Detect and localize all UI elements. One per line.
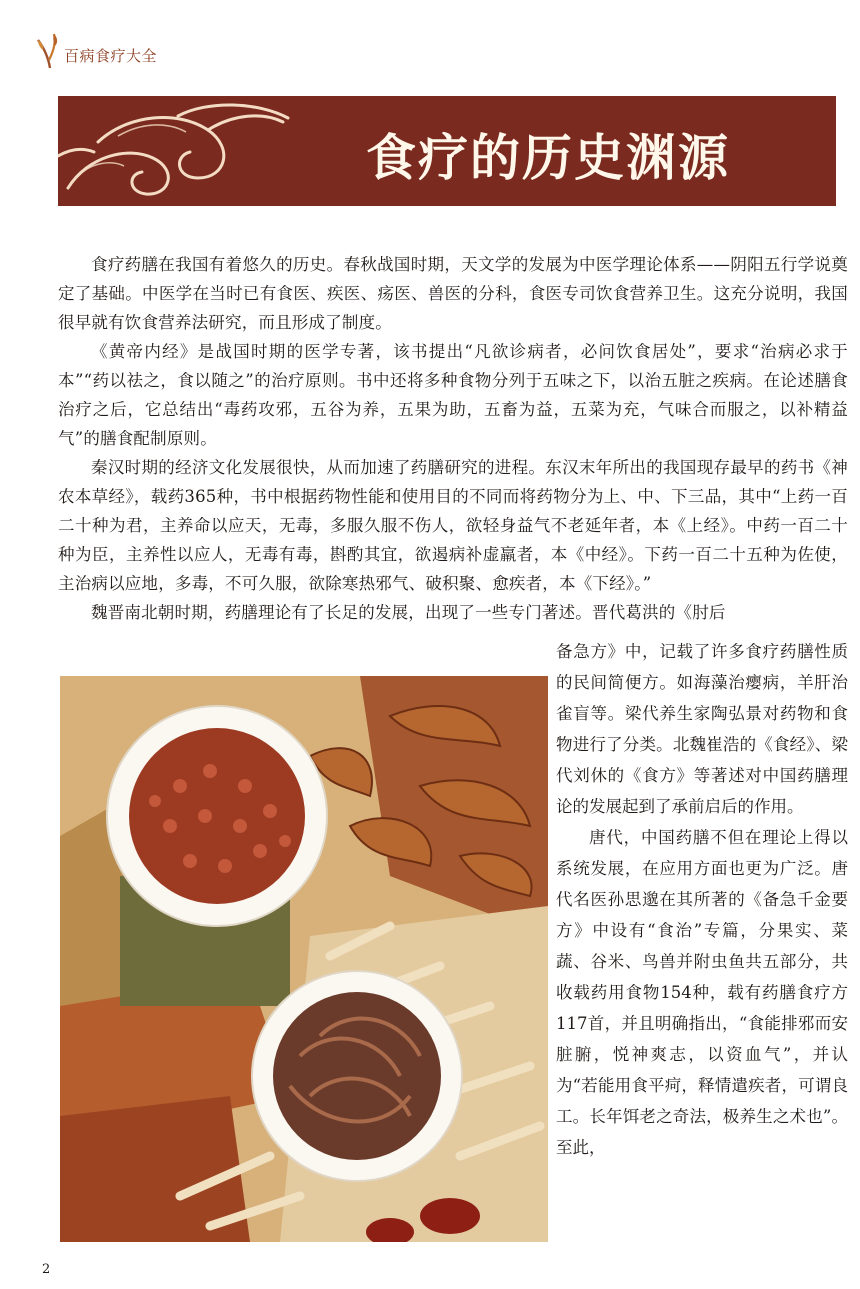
chapter-title: 食疗的历史渊源	[366, 128, 730, 187]
page-number: 2	[42, 1262, 51, 1277]
herb-leaf-logo-icon	[34, 30, 64, 70]
paragraph: 备急方》中，记载了许多食疗药膳性质的民间简便方。如海藻治瘿病，羊肝治雀盲等。梁代养生家陶弘景对药物和食物进行了分类。北魏崔浩的《食经》、梁代刘休的《食方》等著述对中国药膳理论的发展起到了承前启后的作用。	[556, 642, 848, 816]
side-column-text	[556, 636, 848, 1163]
paragraph: 唐代，中国药膳不但在理论上得以系统发展，在应用方面也更为广泛。唐代名医孙思邈在其所著的《备急千金要方》中设有“食治”专篇，分果实、菜蔬、谷米、鸟兽并附虫鱼共五部分，共收载药用食物154种，载有药膳食疗方117首，并且明确指出，“食能排邪而安脏腑，悦神爽志，以资血气”，并认为“若能用食平疴，释情遣疾者，可谓良工。长年饵老之奇法，极养生之术也”。至此，	[556, 828, 848, 1157]
chapter-title-band	[58, 96, 836, 206]
running-head	[34, 30, 157, 70]
paragraph: 食疗药膳在我国有着悠久的历史。春秋战国时期，天文学的发展为中医学理论体系——阴阳五行学说奠定了基础。中医学在当时已有食医、疾医、疡医、兽医的分科，食医专司饮食营养卫生。这充分说明，我国很早就有饮食营养法研究，而且形成了制度。	[58, 255, 848, 332]
paragraph: 《黄帝内经》是战国时期的医学专著，该书提出“凡欲诊病者，必问饮食居处”，要求“治病必求于本”“药以祛之，食以随之”的治疗原则。书中还将多种食物分列于五味之下，以治五脏之疾病。在论述膳食治疗之后，它总结出“毒药攻邪，五谷为养，五果为助，五畜为益，五菜为充，气味合而服之，以补精益气”的膳食配制原则。	[58, 342, 848, 448]
paragraph: 秦汉时期的经济文化发展很快，从而加速了药膳研究的进程。东汉末年所出的我国现存最早的药书《神农本草经》，载药365种，书中根据药物性能和使用目的不同而将药物分为上、中、下三品，其中“上药一百二十种为君，主养命以应天，无毒，多服久服不伤人，欲轻身益气不老延年者，本《上经》。中药一百二十种为臣，主养性以应人，无毒有毒，斟酌其宜，欲遏病补虚羸者，本《中经》。下药一百二十五种为佐使，主治病以应地，多毒，不可久服，欲除寒热邪气、破积聚、愈疾者，本《下经》。”	[58, 458, 848, 593]
main-text	[58, 250, 848, 627]
paragraph: 魏晋南北朝时期，药膳理论有了长足的发展，出现了一些专门著述。晋代葛洪的《肘后	[91, 603, 726, 622]
herbal-ingredients-photo	[60, 676, 548, 1242]
book-title: 百病食疗大全	[64, 47, 158, 65]
